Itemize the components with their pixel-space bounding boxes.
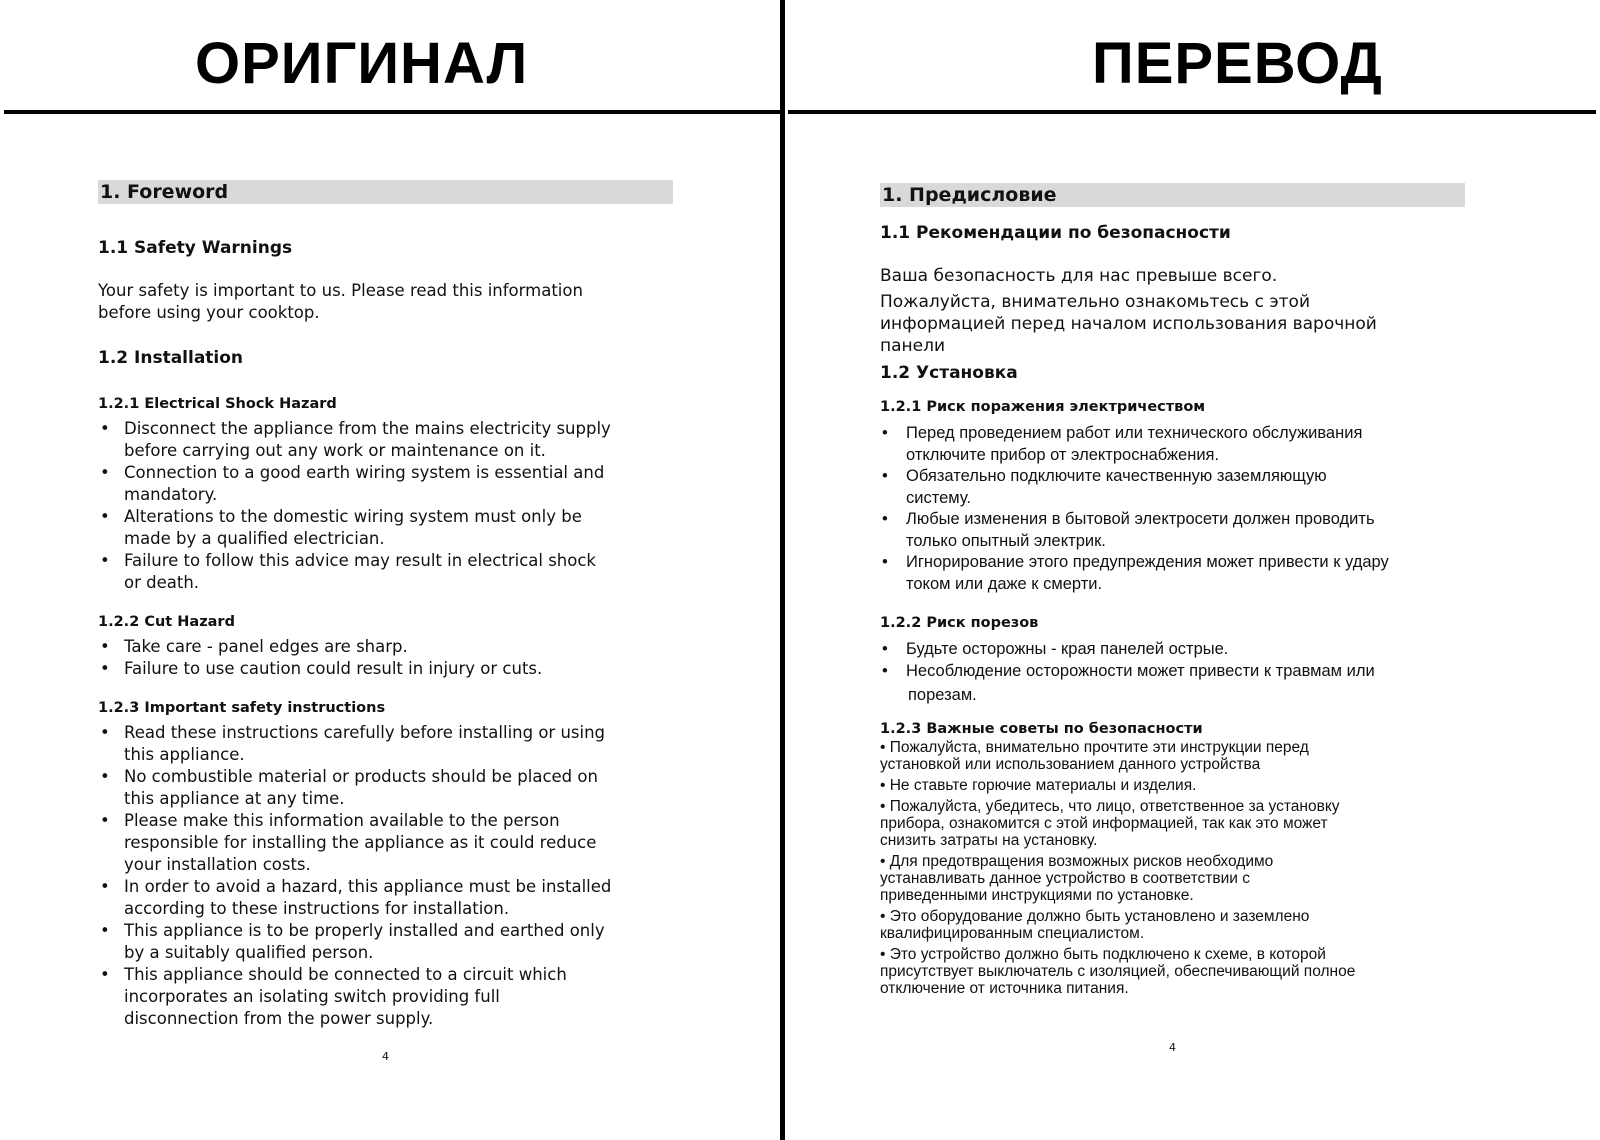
text-line: панели <box>880 336 946 356</box>
list-item: • Failure to use caution could result in injury or cuts. <box>98 658 673 680</box>
list-item: • Пожалуйста, внимательно прочтите эти инструкции перед установкой или использованием данного устройства <box>880 738 1309 773</box>
bullet-list <box>98 418 673 594</box>
bullet-list <box>880 639 1465 707</box>
subsection-heading: 1.2 Installation <box>98 348 244 368</box>
list-item: • Перед проведением работ или технического обслуживания отключите прибор от электроснабжения. <box>880 423 1465 466</box>
safety-paragraph <box>98 280 673 324</box>
translation-page <box>880 150 1465 1054</box>
page-number: 4 <box>1169 1040 1176 1054</box>
safety-paragraph <box>880 291 1465 357</box>
section-heading: 1. Foreword <box>98 180 673 204</box>
subsubsection-heading: 1.2.1 Риск поражения электричеством <box>880 399 1206 415</box>
list-item: • Не ставьте горючие материалы и изделия. <box>880 776 1197 794</box>
list-item: • This appliance is to be properly installed and earthed only by a suitably qualified person. <box>98 920 673 964</box>
list-item: • Обязательно подключите качественную заземляющую систему. <box>880 466 1465 509</box>
list-item: • Read these instructions carefully before installing or using this appliance. <box>98 722 673 766</box>
column-divider <box>780 0 785 1140</box>
subsubsection-heading: 1.2.3 Important safety instructions <box>98 700 386 716</box>
subsubsection-heading: 1.2.2 Риск порезов <box>880 615 1039 631</box>
subsection-heading: 1.2 Установка <box>880 363 1018 383</box>
list-item: • Несоблюдение осторожности может привести к травмам или порезам. <box>880 661 1465 707</box>
list-item: • Любые изменения в бытовой электросети должен проводить только опытный электрик. <box>880 509 1465 552</box>
list-item: • Disconnect the appliance from the mains electricity supply before carrying out any work or maintenance on it. <box>98 418 673 462</box>
text-line: Пожалуйста, внимательно ознакомьтесь с этой <box>880 292 1311 312</box>
original-header-title: ОРИГИНАЛ <box>195 31 529 96</box>
bullet-list <box>880 423 1465 595</box>
list-item: • Take care - panel edges are sharp. <box>98 636 673 658</box>
text-line: информацией перед началом использования варочной <box>880 314 1377 334</box>
subsubsection-heading: 1.2.3 Важные советы по безопасности <box>880 720 1203 737</box>
list-item: • Это устройство должно быть подключено к схеме, в которой присутствует выключатель с изоляцией, обеспечивающий полное отключение от источника питания. <box>880 945 1356 997</box>
subsubsection-heading: 1.2.2 Cut Hazard <box>98 614 235 630</box>
text-line: before using your cooktop. <box>98 303 320 322</box>
list-item: • Пожалуйста, убедитесь, что лицо, ответственное за установку прибора, ознакомится с этой информацией, так как это может снизить затраты на установку. <box>880 797 1340 849</box>
subsection-heading: 1.1 Safety Warnings <box>98 238 293 258</box>
page-number: 4 <box>382 1050 389 1063</box>
list-item: • Alterations to the domestic wiring system must only be made by a qualified electrician. <box>98 506 673 550</box>
original-page <box>98 150 673 1063</box>
list-item: • Игнорирование этого предупреждения может привести к удару током или даже к смерти. <box>880 552 1465 595</box>
bullet-list <box>98 636 673 680</box>
list-item: • This appliance should be connected to a circuit which incorporates an isolating switch providing full disconnection from the power supply. <box>98 964 673 1030</box>
list-item: • Это оборудование должно быть установлено и заземлено квалифицированным специалистом. <box>880 907 1310 942</box>
list-item: • No combustible material or products should be placed on this appliance at any time. <box>98 766 673 810</box>
translation-header-title: ПЕРЕВОД <box>1092 31 1383 96</box>
subsection-heading: 1.1 Рекомендации по безопасности <box>880 223 1231 243</box>
safety-paragraph: Ваша безопасность для нас превыше всего. <box>880 266 1278 286</box>
list-item: • Connection to a good earth wiring system is essential and mandatory. <box>98 462 673 506</box>
list-item: • In order to avoid a hazard, this appliance must be installed according to these instructions for installation. <box>98 876 673 920</box>
list-item: • Для предотвращения возможных рисков необходимо устанавливать данное устройство в соответствии с приведенными инструкциями по установке. <box>880 852 1274 904</box>
plain-bullet-list <box>880 739 1465 997</box>
subsubsection-heading: 1.2.1 Electrical Shock Hazard <box>98 396 337 412</box>
list-item: • Failure to follow this advice may result in electrical shock or death. <box>98 550 673 594</box>
list-item: • Будьте осторожны - края панелей острые. <box>880 639 1465 661</box>
section-heading: 1. Предисловие <box>880 183 1465 207</box>
bullet-list <box>98 722 673 1030</box>
text-line: Your safety is important to us. Please read this information <box>98 281 583 300</box>
header-divider-left <box>4 110 782 114</box>
list-item: • Please make this information available to the person responsible for installing the appliance as it could reduce your installation costs. <box>98 810 673 876</box>
header-divider-right <box>788 110 1596 114</box>
